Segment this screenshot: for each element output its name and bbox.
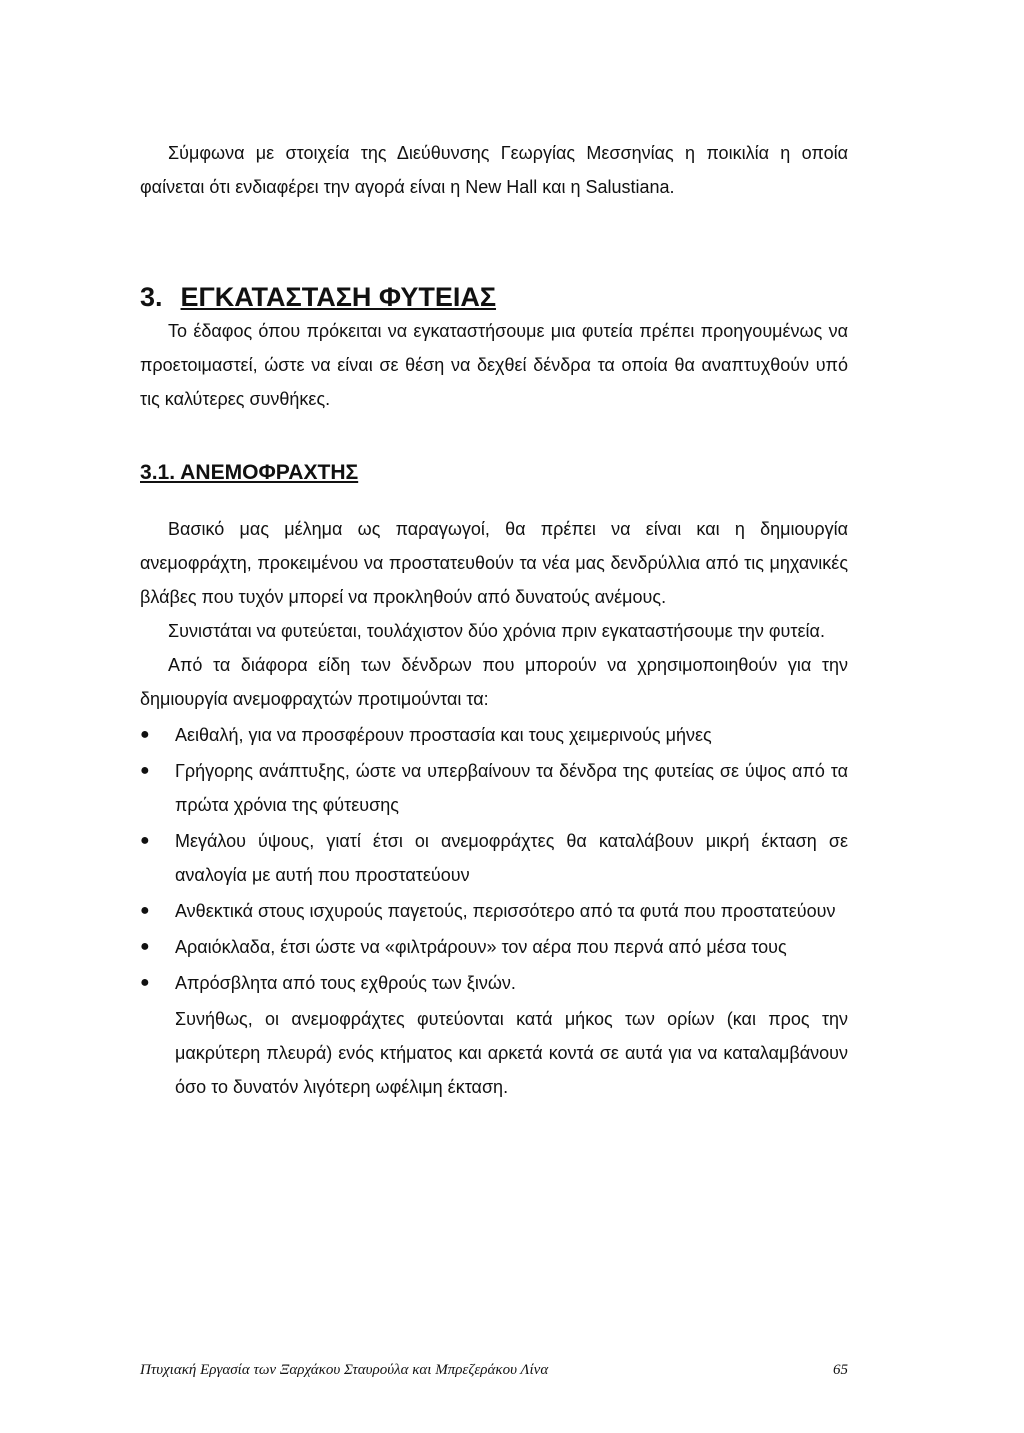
footer-text: Πτυχιακή Εργασία των Ξαρχάκου Σταυρούλα και Μπρεζεράκου Λίνα bbox=[140, 1362, 549, 1378]
section-3-1-paragraph-2: Συνιστάται να φυτεύεται, τουλάχιστον δύο χρόνια πριν εγκαταστήσουμε την φυτεία. bbox=[168, 621, 825, 641]
list-item bbox=[140, 930, 848, 964]
page-number: 65 bbox=[833, 1362, 848, 1378]
windbreak-criteria-list bbox=[140, 718, 848, 1000]
list-item-text: Αειθαλή, για να προσφέρουν προστασία και τους χειμερινούς μήνες bbox=[175, 725, 712, 745]
closing-paragraph: Συνήθως, οι ανεμοφράχτες φυτεύονται κατά μήκος των ορίων (και προς την μακρύτερη πλευρά) ενός κτήματος και αρκετά κοντά σε αυτά για να καταλαμβάνουν όσο το δυνατόν λιγότερη ωφέλιμη έκταση. bbox=[175, 1009, 848, 1097]
list-item-text: Αραιόκλαδα, έτσι ώστε να «φιλτράρουν» τον αέρα που περνά από μέσα τους bbox=[175, 937, 787, 957]
list-item bbox=[140, 966, 848, 1000]
section-3-heading bbox=[140, 280, 848, 314]
list-item bbox=[140, 894, 848, 928]
list-item bbox=[140, 754, 848, 822]
bullet-icon: ● bbox=[140, 726, 150, 743]
list-item bbox=[140, 718, 848, 752]
section-3-1-heading bbox=[140, 456, 848, 490]
list-item-text: Μεγάλου ύψους, γιατί έτσι οι ανεμοφράχτες θα καταλάβουν μικρή έκταση σε αναλογία με αυτή που προστατεύουν bbox=[175, 831, 848, 885]
bullet-icon: ● bbox=[140, 974, 150, 991]
section-3-1-title: 3.1. ΑΝΕΜΟΦΡΑΧΤΗΣ bbox=[140, 461, 359, 484]
page-body bbox=[140, 136, 848, 1104]
section-3-paragraph: Το έδαφος όπου πρόκειται να εγκαταστήσουμε μια φυτεία πρέπει προηγουμένως να προετοιμαστεί, ώστε να είναι σε θέση να δεχθεί δένδρα τα οποία θα αναπτυχθούν υπό τις καλύτερες συνθήκες. bbox=[140, 321, 848, 409]
bullet-icon: ● bbox=[140, 902, 150, 919]
bullet-icon: ● bbox=[140, 938, 150, 955]
bullet-icon: ● bbox=[140, 832, 150, 849]
list-item-text: Απρόσβλητα από τους εχθρούς των ξινών. bbox=[175, 973, 516, 993]
list-item-text: Ανθεκτικά στους ισχυρούς παγετούς, περισσότερο από τα φυτά που προστατεύουν bbox=[175, 901, 836, 921]
list-item bbox=[140, 824, 848, 892]
list-item-text: Γρήγορης ανάπτυξης, ώστε να υπερβαίνουν τα δένδρα της φυτείας σε ύψος από τα πρώτα χρόνια της φύτευσης bbox=[175, 761, 848, 815]
section-3-1-paragraph-1: Βασικό μας μέλημα ως παραγωγοί, θα πρέπει να είναι και η δημιουργία ανεμοφράχτη, προκειμένου να προστατευθούν τα νέα μας δενδρύλλια από τις μηχανικές βλάβες που τυχόν μπορεί να προκληθούν από δυνατούς ανέμους. bbox=[140, 519, 848, 607]
section-3-1-paragraph-3: Από τα διάφορα είδη των δένδρων που μπορούν να χρησιμοποιηθούν για την δημιουργία ανεμοφραχτών προτιμούνται τα: bbox=[140, 655, 848, 709]
section-3-number: 3. bbox=[140, 282, 163, 312]
section-3-title: ΕΓΚΑΤΑΣΤΑΣΗ ΦΥΤΕΙΑΣ bbox=[180, 282, 497, 312]
bullet-icon: ● bbox=[140, 762, 150, 779]
intro-paragraph: Σύμφωνα με στοιχεία της Διεύθυνσης Γεωργίας Μεσσηνίας η ποικιλία η οποία φαίνεται ότι ενδιαφέρει την αγορά είναι η New Hall και η Salustiana. bbox=[140, 143, 848, 197]
